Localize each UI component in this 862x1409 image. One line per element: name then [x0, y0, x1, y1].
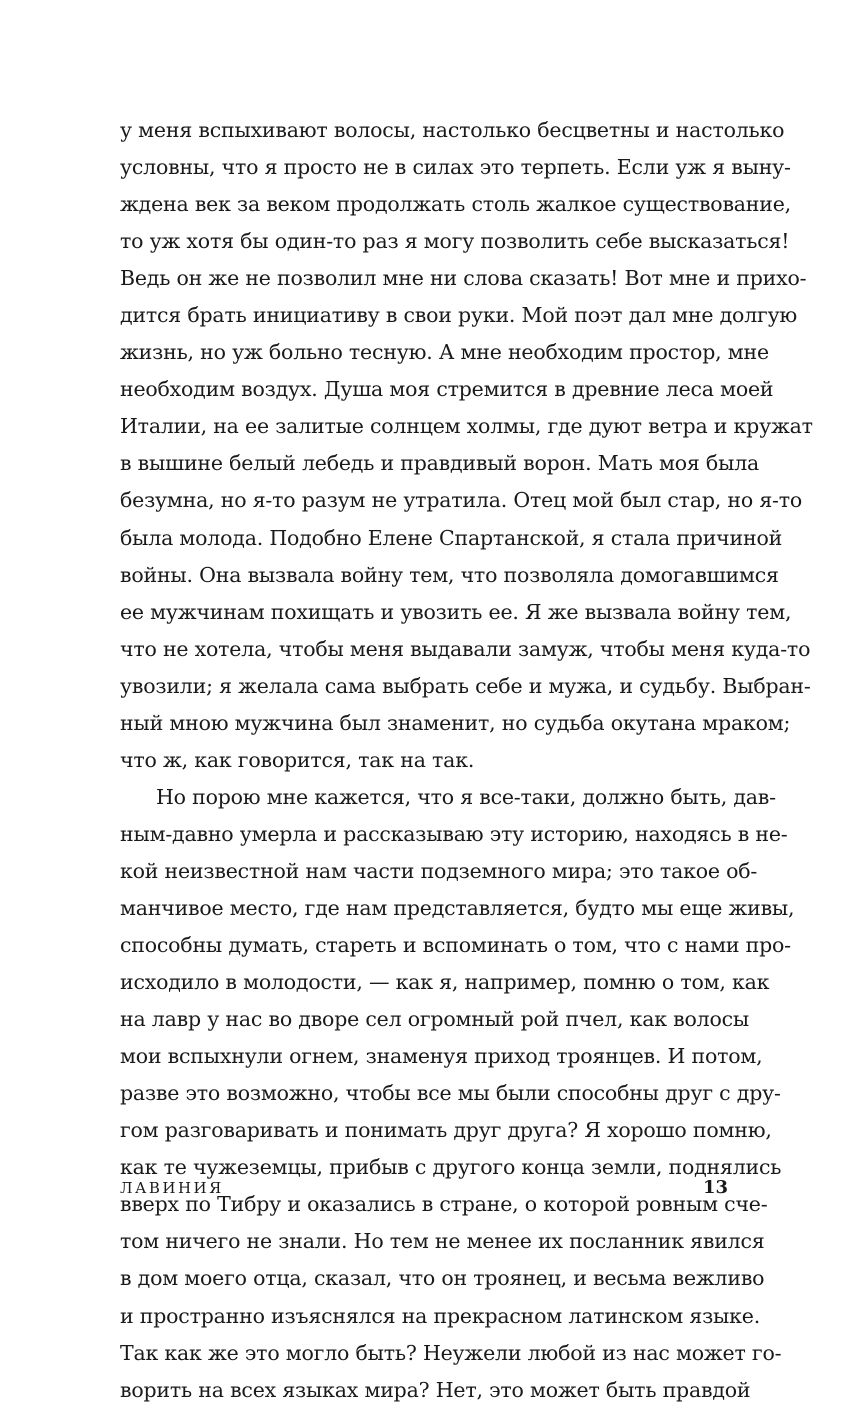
text-line: том ничего не знали. Но тем не менее их посланник явился	[120, 1229, 765, 1254]
text-line: ный мною мужчина был знаменит, но судьба окутана мраком;	[120, 710, 791, 735]
text-line: ворить на всех языках мира? Нет, это может быть правдой	[120, 1377, 751, 1402]
text-line: как те чужеземцы, прибыв с другого конца земли, поднялись	[120, 1155, 782, 1180]
text-line: мои вспыхнули огнем, знаменуя приход троянцев. И потом,	[120, 1044, 763, 1069]
text-line: дится брать инициативу в свои руки. Мой поэт дал мне долгую	[120, 303, 798, 328]
text-line: Так как же это могло быть? Неужели любой из нас может го-	[120, 1340, 782, 1365]
running-title: ЛАВИНИЯ	[120, 1179, 224, 1197]
text-line: гом разговаривать и понимать друг друга? Я хорошо помню,	[120, 1118, 772, 1143]
text-line: условны, что я просто не в силах это терпеть. Если уж я выну-	[120, 155, 791, 180]
text-line: была молода. Подобно Елене Спартанской, я стала причиной	[120, 525, 783, 550]
text-line: манчивое место, где нам представляется, будто мы еще живы,	[120, 895, 795, 920]
text-line: необходим воздух. Душа моя стремится в древние леса моей	[120, 377, 774, 402]
body-text	[120, 112, 813, 1409]
text-line: кой неизвестной нам части подземного мира; это такое об-	[120, 858, 758, 883]
text-line: в вышине белый лебедь и правдивый ворон. Мать моя была	[120, 451, 760, 476]
text-line: разве это возможно, чтобы все мы были способны друг с дру-	[120, 1081, 781, 1106]
text-line: то уж хотя бы один-то раз я могу позволить себе высказаться!	[120, 229, 790, 254]
text-line: жизнь, но уж больно тесную. А мне необходим простор, мне	[120, 340, 769, 365]
text-line: что не хотела, чтобы меня выдавали замуж, чтобы меня куда-то	[120, 636, 811, 661]
text-line: войны. Она вызвала войну тем, что позволяла домогавшимся	[120, 562, 779, 587]
text-line: ее мужчинам похищать и увозить ее. Я же вызвала войну тем,	[120, 599, 792, 624]
text-line: увозили; я желала сама выбрать себе и мужа, и судьбу. Выбран-	[120, 673, 811, 698]
text-line: в дом моего отца, сказал, что он троянец, и весьма вежливо	[120, 1266, 765, 1291]
text-line: на лавр у нас во дворе сел огромный рой пчел, как волосы	[120, 1007, 750, 1032]
paragraph-start-line: Но порою мне кажется, что я все-таки, должно быть, дав-	[156, 784, 776, 809]
text-line: у меня вспыхивают волосы, настолько бесцветны и настолько	[120, 118, 785, 142]
page-footer	[120, 1175, 730, 1201]
text-line: безумна, но я-то разум не утратила. Отец мой был стар, но я-то	[120, 488, 803, 513]
text-line: способны думать, стареть и вспоминать о том, что с нами про-	[120, 933, 791, 958]
text-line: вверх по Тибру и оказались в стране, о которой ровным сче-	[120, 1192, 768, 1217]
paragraph-end-line: что ж, как говорится, так на так.	[120, 747, 475, 772]
text-line: и пространно изъяснялся на прекрасном латинском языке.	[120, 1303, 761, 1328]
text-line: ным-давно умерла и рассказываю эту историю, находясь в не-	[120, 821, 788, 846]
text-line: Ведь он же не позволил мне ни слова сказать! Вот мне и прихо-	[120, 266, 807, 291]
text-line: Италии, на ее залитые солнцем холмы, где дуют ветра и кружат	[120, 414, 813, 439]
text-line: ждена век за веком продолжать столь жалкое существование,	[120, 192, 791, 217]
text-line: исходило в молодости, — как я, например, помню о том, как	[120, 970, 770, 995]
page-number: 13	[702, 1177, 728, 1198]
